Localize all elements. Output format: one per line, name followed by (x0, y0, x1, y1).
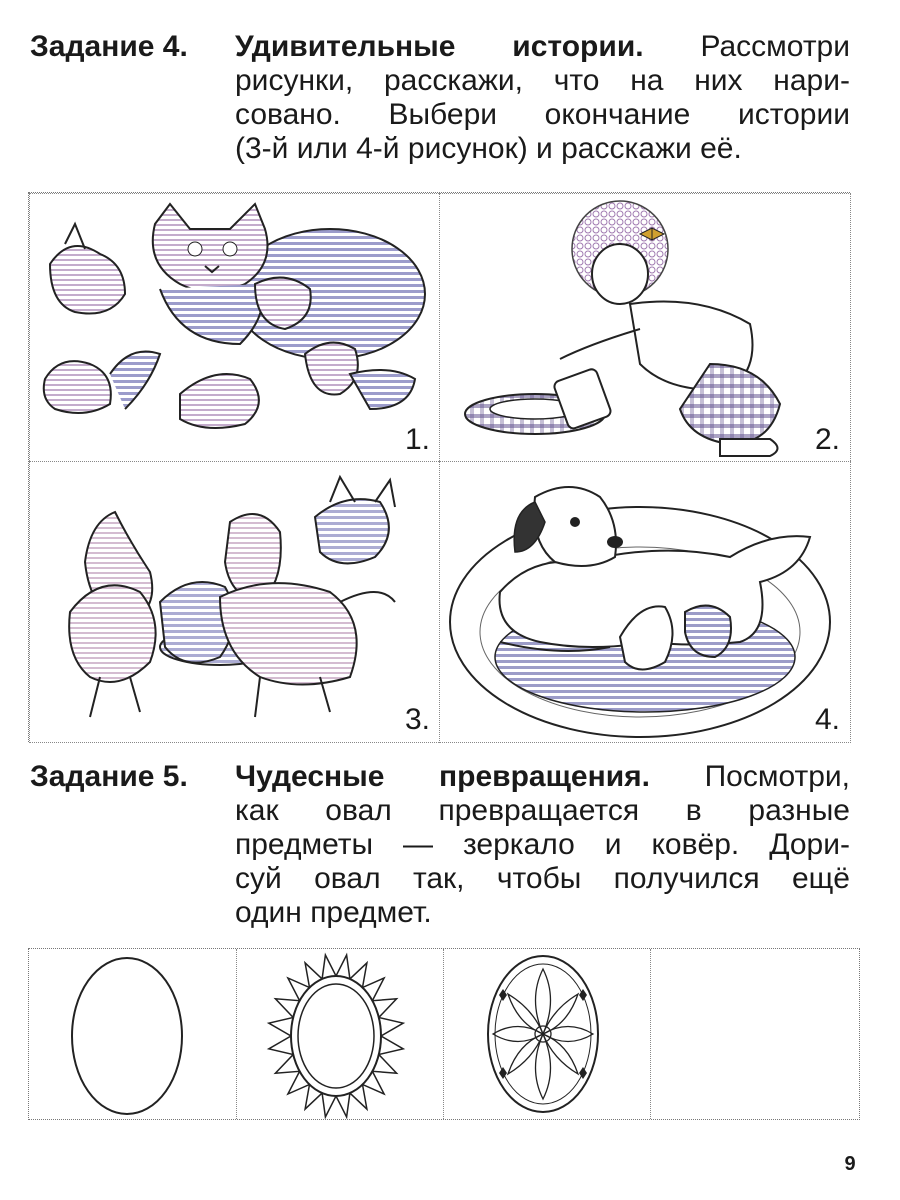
task-4-line-2: рисунки, расскажи, что на них нари- (235, 64, 850, 97)
task-4-picture-grid (28, 192, 850, 742)
picture-3 (29, 461, 441, 743)
page-number: 9 (844, 1153, 856, 1175)
oval-cell-plain (29, 949, 237, 1119)
picture-3-number: 3. (401, 704, 434, 736)
task-4-title: Удивительные истории. (235, 30, 644, 63)
mirror-illustration (236, 949, 443, 1119)
picture-1 (29, 193, 441, 463)
task-4-line-1: Удивительные истории. Рассмотри (235, 30, 850, 63)
task-4-label: Задание 4. (30, 30, 188, 63)
picture-4 (439, 461, 851, 743)
task-5-text (235, 760, 850, 930)
task-5-line-5: один предмет. (235, 896, 432, 929)
kittens-around-bowl-illustration (30, 462, 440, 742)
task-5-line-4: суй овал так, чтобы получился ещё (235, 862, 850, 895)
oval-cell-empty (650, 949, 857, 1119)
task-4-line-3: совано. Выбери окончание истории (235, 98, 850, 131)
task-5-title: Чудесные превращения. (235, 760, 651, 793)
picture-2-number: 2. (811, 424, 844, 456)
oval-cell-mirror (236, 949, 444, 1119)
picture-1-number: 1. (401, 424, 434, 456)
task-4-line-4: (3-й или 4-й рисунок) и расскажи её. (235, 132, 742, 165)
girl-with-bowl-illustration (440, 194, 850, 462)
picture-2 (439, 193, 851, 463)
task-5-label: Задание 5. (30, 760, 188, 793)
picture-4-number: 4. (811, 704, 844, 736)
dog-on-mat-illustration (440, 462, 850, 742)
task-5-line-3: предметы — зеркало и ковёр. Дори- (235, 828, 850, 861)
carpet-illustration (443, 949, 650, 1119)
task-5-line-2: как овал превращается в разные (235, 794, 850, 827)
cat-with-kittens-illustration (30, 194, 440, 462)
task-4-text (235, 30, 850, 166)
plain-oval-illustration (29, 949, 236, 1119)
task-5-line-1: Чудесные превращения. Посмотри, (235, 760, 850, 793)
oval-cell-carpet (443, 949, 651, 1119)
task-5-oval-row (28, 948, 860, 1120)
